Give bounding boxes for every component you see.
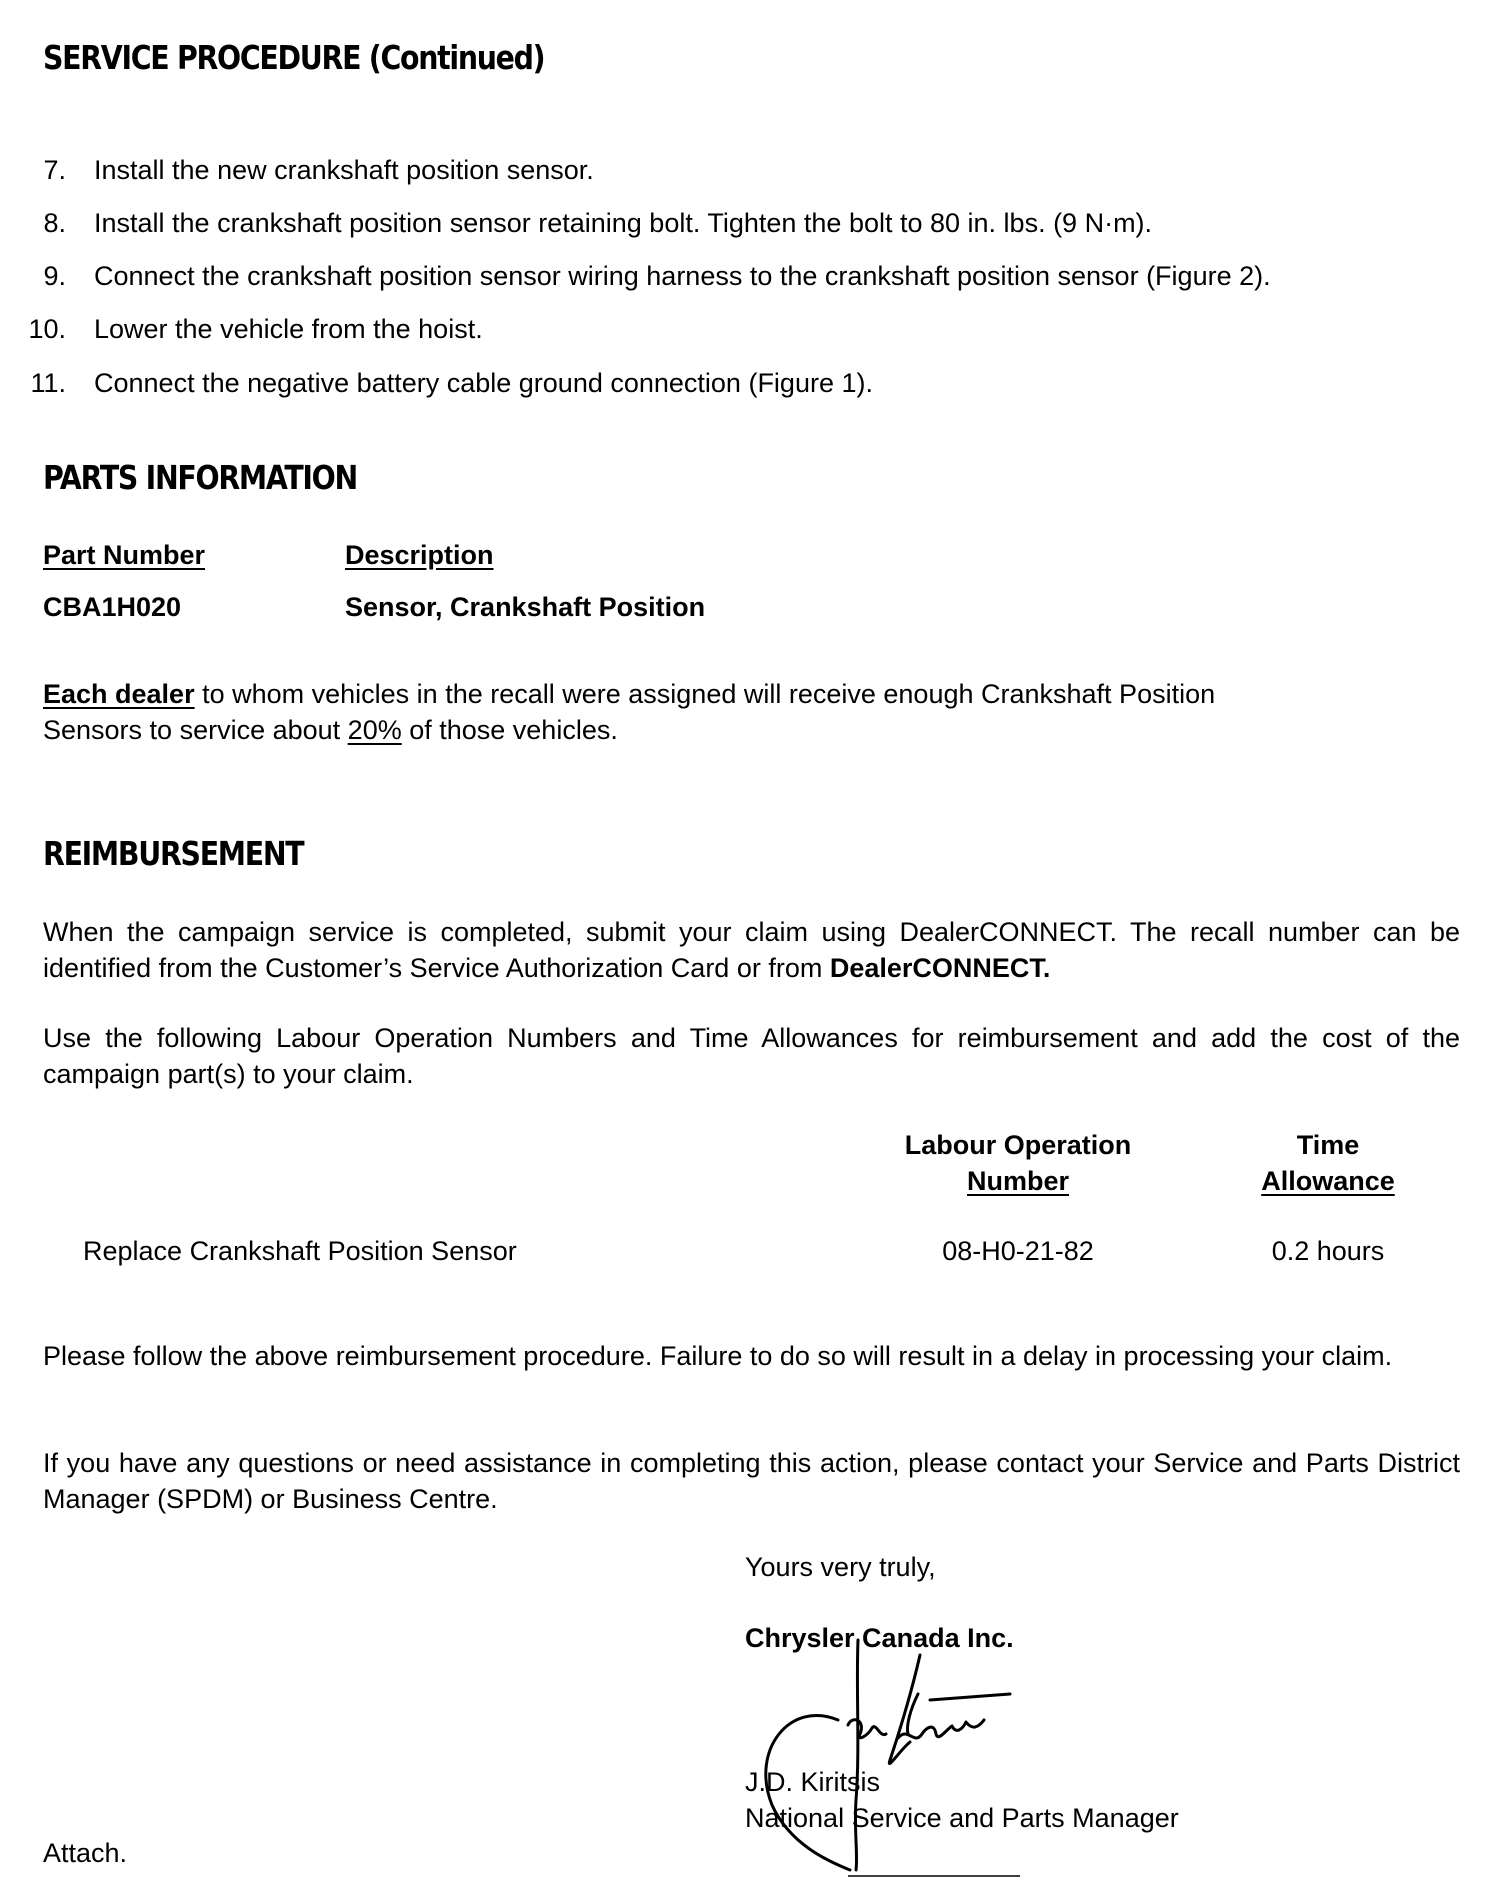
parts-note-text: Sensors to service about [43, 715, 348, 745]
signature-mark [740, 1630, 1040, 1880]
parts-note-text: of those vehicles. [401, 715, 618, 745]
step-number: 9. [43, 261, 66, 291]
step-text: Connect the negative battery cable ground connection (Figure 1). [94, 368, 873, 398]
service-procedure-heading: SERVICE PROCEDURE (Continued) [43, 38, 545, 77]
time-allowance-header-line-1: Time [1296, 1130, 1360, 1160]
parts-note-line-2 [43, 713, 618, 747]
part-description-value: Sensor, Crankshaft Position [345, 592, 706, 622]
signer-title: National Service and Parts Manager [745, 1803, 1179, 1833]
part-number-column-header: Part Number [43, 540, 206, 570]
labour-operation-header-line-2 [868, 1164, 1168, 1198]
table-row-labour-number: 08-H0-21-82 [942, 1236, 1094, 1266]
list-item [0, 312, 1504, 346]
labour-operation-header-text: Number [966, 1166, 1069, 1196]
dealerconnect-emphasis: DealerCONNECT. [829, 953, 1051, 983]
reimbursement-paragraph-3: Please follow the above reimbursement procedure. Failure to do so will result in a delay in processing your claim. [43, 1341, 1393, 1371]
description-column-header: Description [345, 540, 494, 570]
table-row-time-allowance: 0.2 hours [1271, 1236, 1385, 1266]
reimbursement-paragraph-4: If you have any questions or need assistance in completing this action, please contact your Service and Parts District Manager (SPDM) or Business Centre. [43, 1448, 1460, 1514]
list-item [0, 206, 1504, 240]
list-item [0, 259, 1504, 293]
signer-name: J.D. Kiritsis [745, 1767, 880, 1797]
time-allowance-header-text: Allowance [1261, 1166, 1395, 1196]
each-dealer-emphasis: Each dealer [43, 679, 195, 709]
parts-information-heading: PARTS INFORMATION [43, 458, 357, 497]
step-text: Install the crankshaft position sensor retaining bolt. Tighten the bolt to 80 in. lbs. (9 N·m). [94, 208, 1153, 238]
step-text: Install the new crankshaft position sensor. [94, 155, 594, 185]
step-number: 10. [28, 314, 66, 344]
list-item [0, 153, 1504, 187]
company-name: Chrysler Canada Inc. [745, 1623, 1014, 1653]
table-row-description: Replace Crankshaft Position Sensor [83, 1236, 517, 1266]
part-number-value: CBA1H020 [43, 592, 182, 622]
paragraph-text: When the campaign service is completed, submit your claim using DealerCONNECT. The recall number can be identified from the Customer’s Service Authorization Card or from [43, 917, 1460, 983]
reimbursement-paragraph-2: Use the following Labour Operation Numbers and Time Allowances for reimbursement and add the cost of the campaign part(s) to your claim. [43, 1023, 1460, 1089]
step-number: 11. [30, 368, 66, 398]
list-item [0, 366, 1504, 400]
labour-operation-header-line-1: Labour Operation [904, 1130, 1132, 1160]
parts-note-line-1 [43, 677, 1215, 711]
salutation: Yours very truly, [745, 1552, 936, 1582]
parts-note-text: to whom vehicles in the recall were assigned will receive enough Crankshaft Position [194, 679, 1216, 709]
reimbursement-heading: REIMBURSEMENT [43, 834, 304, 873]
step-number: 8. [43, 208, 66, 238]
step-text: Connect the crankshaft position sensor wiring harness to the crankshaft position sensor (Figure 2). [94, 261, 1271, 291]
step-text: Lower the vehicle from the hoist. [94, 314, 483, 344]
attachment-note: Attach. [43, 1838, 128, 1868]
step-number: 7. [43, 155, 66, 185]
time-allowance-header-line-2 [1228, 1164, 1428, 1198]
percent-emphasis: 20% [347, 715, 402, 745]
reimbursement-paragraph-1 [43, 914, 1460, 986]
